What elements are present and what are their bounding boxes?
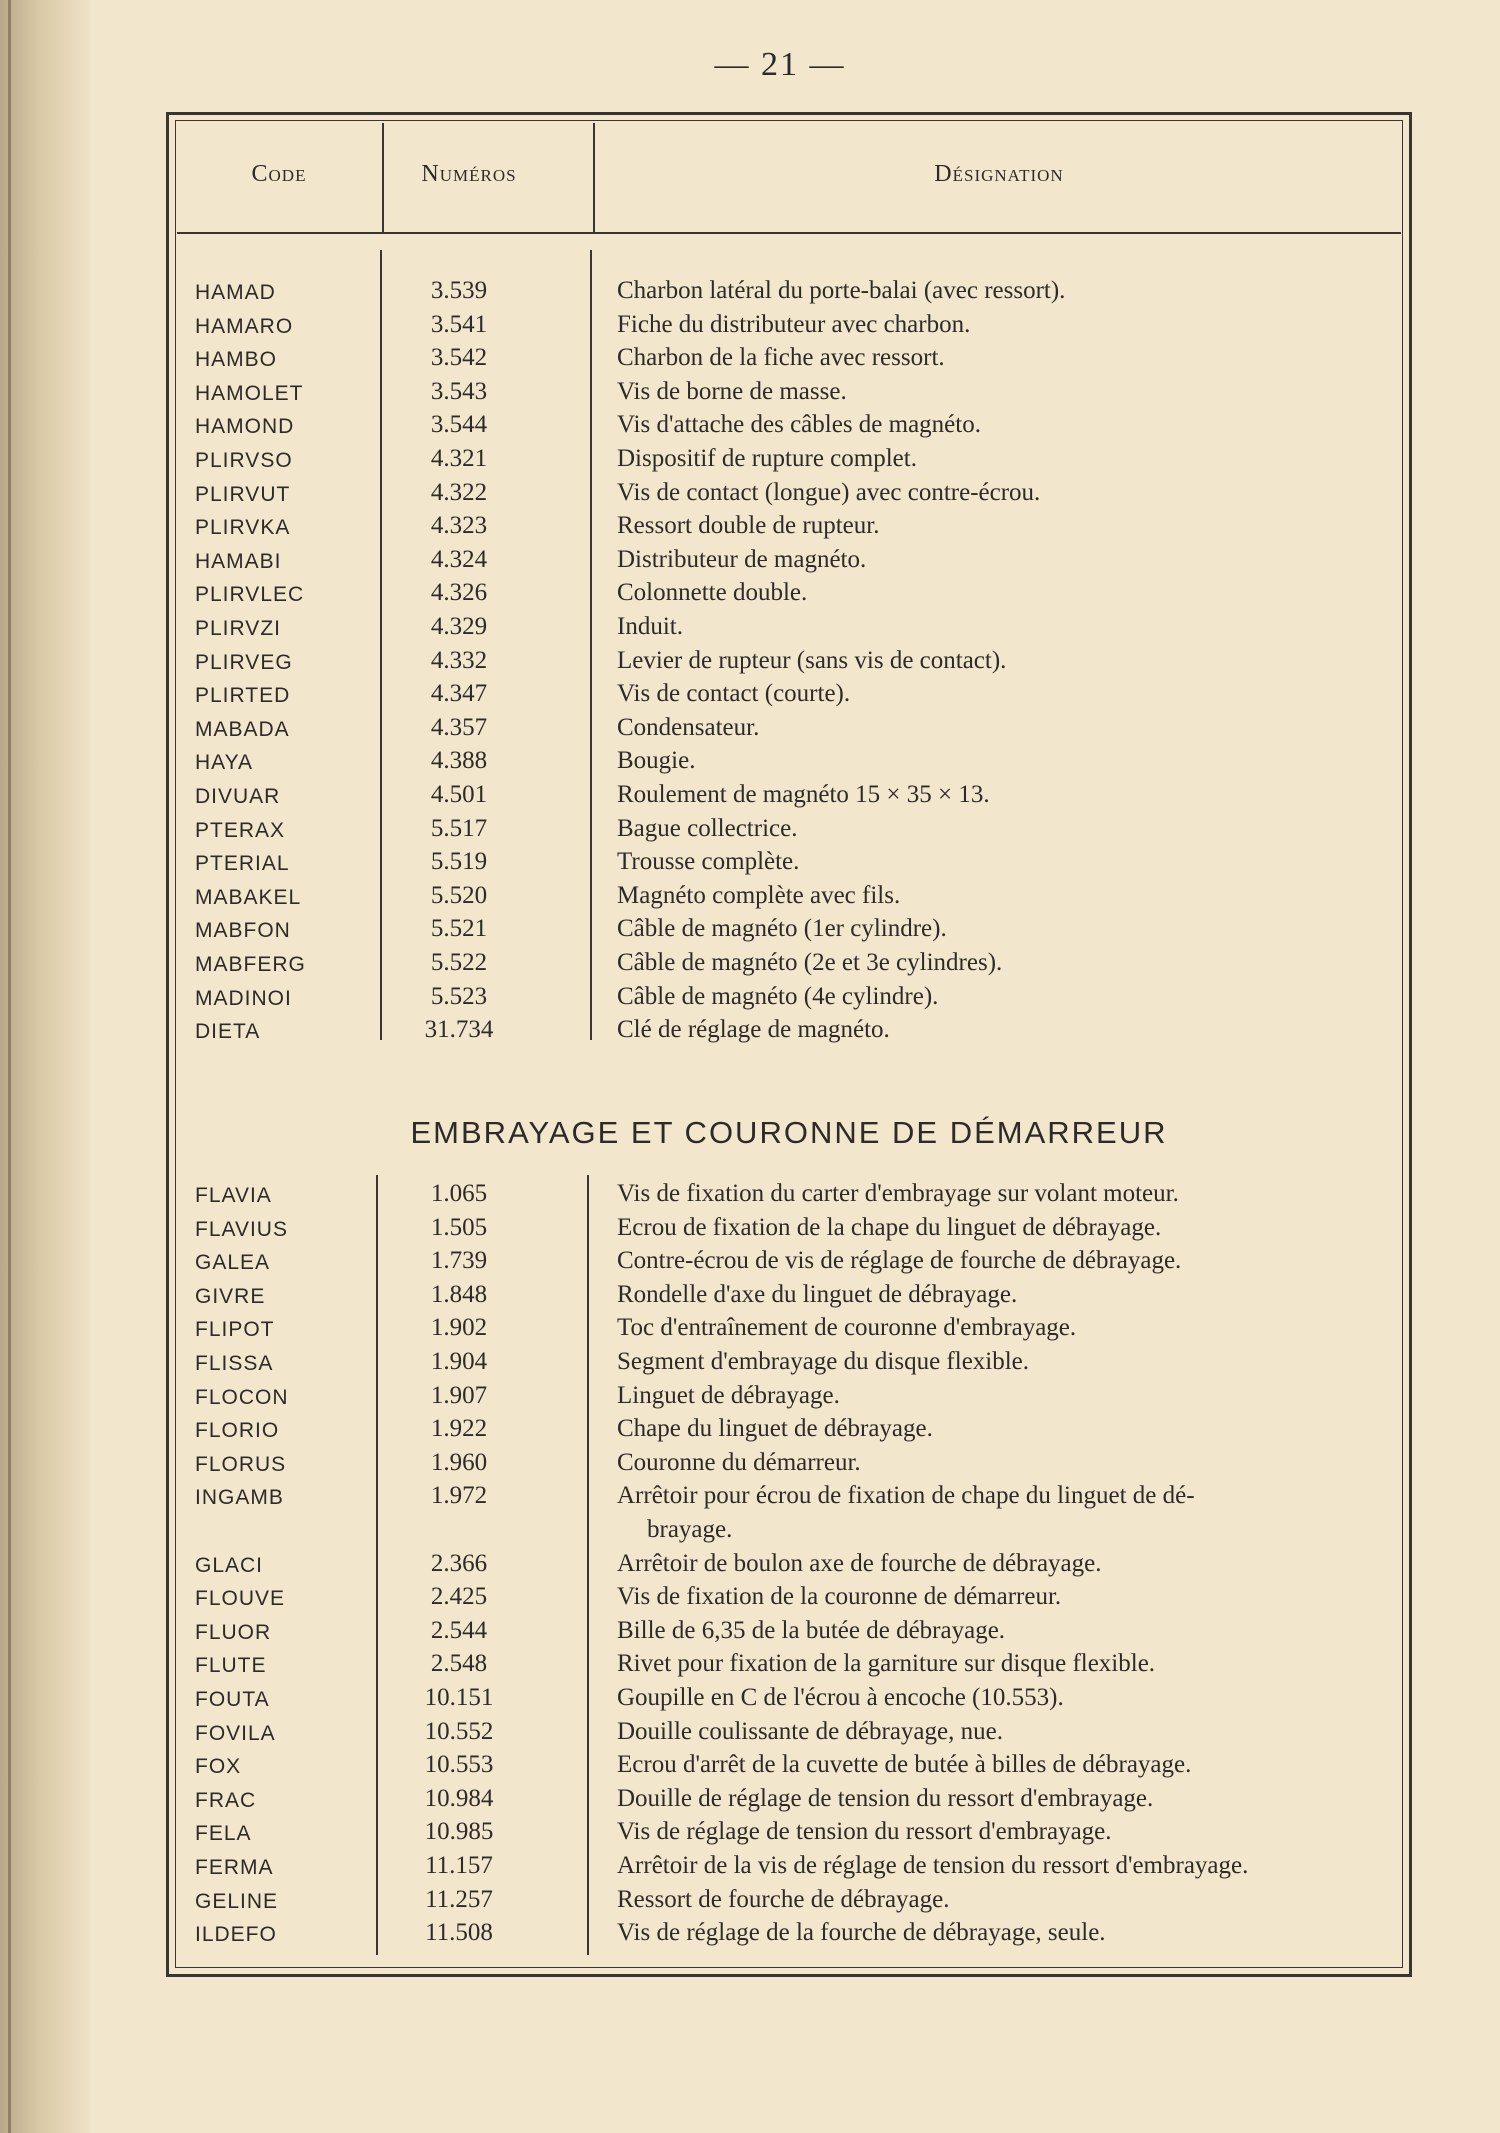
code-cell: MABFON [195, 919, 291, 943]
table-row [169, 544, 1409, 578]
code-cell: MABAKEL [195, 885, 302, 909]
table-row [169, 1716, 1409, 1750]
code-cell: FOX [195, 1755, 242, 1779]
code-cell: FERMA [195, 1856, 274, 1879]
number-cell: 1.922 [430, 1415, 488, 1443]
number-cell: 11.157 [425, 1852, 493, 1879]
table-row [169, 712, 1409, 746]
code-cell: FLOUVE [195, 1587, 286, 1611]
code-cell: PLIRVUT [195, 482, 291, 506]
code-cell: PLIRVSO [195, 449, 293, 472]
code-cell: FOVILA [195, 1721, 276, 1745]
table-row [169, 678, 1409, 712]
table-row [169, 477, 1409, 511]
number-cell: 4.323 [430, 512, 488, 540]
table-row [169, 1816, 1409, 1850]
designation-cell: Vis de réglage de tension du ressort d'embrayage. [617, 1818, 1112, 1846]
number-cell: 4.357 [430, 713, 488, 741]
table-row [169, 510, 1409, 544]
number-cell: 1.065 [430, 1180, 488, 1207]
designation-cell: Linguet de débrayage. [617, 1381, 840, 1409]
designation-cell: Douille de réglage de tension du ressort d'embrayage. [617, 1784, 1154, 1812]
code-cell: FLOCON [195, 1385, 289, 1409]
header-code: Code [251, 161, 307, 187]
code-cell: FLIPOT [195, 1318, 275, 1342]
number-cell: 4.326 [430, 579, 488, 607]
table-row [169, 1380, 1409, 1414]
header-divider [382, 123, 384, 233]
code-cell: GALEA [195, 1251, 271, 1275]
designation-cell: Levier de rupteur (sans vis de contact). [617, 646, 1007, 674]
code-cell: HAMAD [195, 281, 276, 304]
table-row [169, 1413, 1409, 1447]
designation-cell: Bougie. [617, 747, 696, 775]
page-number: — 21 — [714, 46, 846, 83]
code-cell: GLACI [195, 1553, 264, 1577]
number-cell: 1.902 [430, 1314, 488, 1342]
code-cell: FLAVIUS [195, 1217, 288, 1241]
designation-cell: Bille de 6,35 de la butée de débrayage. [617, 1616, 1006, 1644]
table-row [169, 1884, 1409, 1918]
designation-cell: Clé de réglage de magnéto. [617, 1016, 890, 1044]
designation-cell: Goupille en C de l'écrou à encoche (10.553). [617, 1684, 1064, 1711]
designation-cell: Couronne du démarreur. [617, 1448, 861, 1476]
table-row [169, 745, 1409, 779]
number-cell: 1.960 [430, 1448, 488, 1476]
code-cell: FRAC [195, 1788, 257, 1812]
table-row [169, 1312, 1409, 1346]
code-cell: MADINOI [195, 986, 292, 1010]
designation-cell: brayage. [647, 1516, 733, 1543]
table-row [169, 342, 1409, 376]
code-cell: PLIRVKA [195, 516, 291, 540]
number-cell: 5.517 [430, 814, 488, 842]
table-row-continuation [169, 1514, 1409, 1548]
number-cell: 3.541 [430, 310, 488, 338]
number-cell: 4.501 [430, 781, 488, 808]
designation-cell: Vis d'attache des câbles de magnéto. [617, 411, 981, 439]
designation-cell: Câble de magnéto (4e cylindre). [617, 982, 939, 1010]
number-cell: 10.552 [424, 1717, 494, 1745]
number-cell: 11.508 [425, 1919, 493, 1947]
table-row [169, 645, 1409, 679]
designation-cell: Vis de fixation de la couronne de démarreur. [617, 1583, 1062, 1611]
code-cell: GELINE [195, 1889, 279, 1913]
code-cell: PTERAX [195, 818, 286, 842]
code-cell: FLISSA [195, 1352, 274, 1375]
header-rule [177, 232, 1401, 234]
header-numbers: Numéros [421, 161, 517, 187]
number-cell: 3.539 [430, 277, 488, 304]
designation-cell: Distributeur de magnéto. [617, 545, 867, 573]
number-cell: 4.332 [430, 646, 488, 674]
code-cell: PLIRVEG [195, 650, 293, 674]
designation-cell: Câble de magnéto (2e et 3e cylindres). [617, 949, 1003, 976]
number-cell: 4.322 [430, 478, 488, 506]
designation-cell: Roulement de magnéto 15 × 35 × 13. [617, 781, 990, 808]
table-row [169, 1212, 1409, 1246]
table-row [169, 1682, 1409, 1716]
number-cell: 4.388 [430, 747, 488, 775]
table-row [169, 1245, 1409, 1279]
page-binding-edge [0, 0, 90, 2133]
code-cell: FELA [195, 1822, 252, 1846]
table-row [169, 1279, 1409, 1313]
designation-cell: Induit. [617, 613, 683, 640]
designation-cell: Condensateur. [617, 713, 760, 741]
code-cell: HAMARO [195, 314, 294, 338]
number-cell: 1.848 [430, 1280, 488, 1308]
number-cell: 2.366 [430, 1549, 488, 1577]
table-row [169, 1850, 1409, 1884]
table-row [169, 981, 1409, 1015]
table-row [169, 1783, 1409, 1817]
designation-cell: Charbon de la fiche avec ressort. [617, 344, 945, 372]
designation-cell: Arrêtoir de boulon axe de fourche de débrayage. [617, 1549, 1102, 1577]
table-row [169, 1548, 1409, 1582]
table-row [169, 813, 1409, 847]
number-cell: 3.544 [430, 411, 488, 439]
designation-cell: Charbon latéral du porte-balai (avec ressort). [617, 277, 1066, 304]
table-row [169, 1178, 1409, 1212]
designation-cell: Vis de contact (longue) avec contre-écrou. [617, 478, 1041, 506]
number-cell: 10.151 [424, 1684, 494, 1711]
code-cell: ILDEFO [195, 1923, 277, 1947]
table-row [169, 1480, 1409, 1514]
number-cell: 1.904 [430, 1348, 488, 1375]
code-cell: FOUTA [195, 1688, 270, 1711]
table-row [169, 611, 1409, 645]
table-row [169, 1749, 1409, 1783]
code-cell: HAMOLET [195, 381, 304, 405]
number-cell: 1.505 [430, 1213, 488, 1241]
number-cell: 5.520 [430, 881, 488, 909]
designation-cell: Segment d'embrayage du disque flexible. [617, 1348, 1030, 1375]
code-cell: HAMABI [195, 549, 282, 573]
designation-cell: Douille coulissante de débrayage, nue. [617, 1717, 1003, 1745]
designation-cell: Arrêtoir pour écrou de fixation de chape du linguet de dé- [617, 1482, 1195, 1510]
number-cell: 10.984 [424, 1784, 494, 1812]
code-cell: GIVRE [195, 1284, 266, 1308]
designation-cell: Rivet pour fixation de la garniture sur disque flexible. [617, 1650, 1156, 1678]
section-title: EMBRAYAGE ET COURONNE DE DÉMARREUR [410, 1115, 1168, 1150]
code-cell: DIETA [195, 1020, 261, 1044]
header-designation: Désignation [934, 161, 1064, 187]
number-cell: 5.522 [430, 949, 488, 976]
table-row [169, 1014, 1409, 1048]
table-row [169, 947, 1409, 981]
number-cell: 4.324 [430, 545, 488, 573]
table-row [169, 409, 1409, 443]
code-cell: FLUOR [195, 1620, 272, 1644]
designation-cell: Fiche du distributeur avec charbon. [617, 310, 971, 338]
table-row [169, 443, 1409, 477]
designation-cell: Rondelle d'axe du linguet de débrayage. [617, 1280, 1018, 1308]
code-cell: PLIRTED [195, 684, 291, 708]
code-cell: DIVUAR [195, 785, 281, 808]
table-row [169, 1917, 1409, 1951]
number-cell: 2.544 [430, 1616, 488, 1644]
code-cell: FLORIO [195, 1419, 280, 1443]
designation-cell: Ressort double de rupteur. [617, 512, 880, 540]
designation-cell: Magnéto complète avec fils. [617, 881, 901, 909]
designation-cell: Vis de contact (courte). [617, 680, 851, 708]
number-cell: 1.739 [430, 1247, 488, 1275]
table-row [169, 1447, 1409, 1481]
designation-cell: Trousse complète. [617, 848, 800, 876]
code-cell: FLORUS [195, 1452, 287, 1476]
designation-cell: Arrêtoir de la vis de réglage de tension du ressort d'embrayage. [617, 1852, 1249, 1879]
number-cell: 31.734 [424, 1016, 494, 1044]
number-cell: 11.257 [425, 1885, 493, 1913]
code-cell: MABADA [195, 717, 290, 741]
code-cell: MABFERG [195, 953, 306, 976]
code-cell: HAMOND [195, 415, 295, 439]
table-row [169, 846, 1409, 880]
designation-cell: Toc d'entraînement de couronne d'embrayage. [617, 1314, 1077, 1342]
designation-cell: Ecrou de fixation de la chape du linguet de débrayage. [617, 1213, 1162, 1241]
number-cell: 5.523 [430, 982, 488, 1010]
parts-table [166, 112, 1412, 1977]
designation-cell: Câble de magnéto (1er cylindre). [617, 915, 947, 943]
code-cell: FLAVIA [195, 1184, 272, 1207]
number-cell: 4.329 [430, 613, 488, 640]
code-cell: INGAMB [195, 1486, 284, 1510]
code-cell: PLIRVLEC [195, 583, 305, 607]
designation-cell: Bague collectrice. [617, 814, 798, 842]
table-row [169, 1581, 1409, 1615]
table-row [169, 1346, 1409, 1380]
number-cell: 5.519 [430, 848, 488, 876]
designation-cell: Ressort de fourche de débrayage. [617, 1885, 950, 1913]
code-cell: PLIRVZI [195, 617, 281, 640]
table-row [169, 779, 1409, 813]
number-cell: 10.553 [424, 1751, 494, 1779]
table-row [169, 309, 1409, 343]
code-cell: PTERIAL [195, 852, 290, 876]
designation-cell: Vis de borne de masse. [617, 377, 847, 405]
number-cell: 4.321 [430, 445, 488, 472]
table-row [169, 1615, 1409, 1649]
designation-cell: Colonnette double. [617, 579, 808, 607]
table-row [169, 577, 1409, 611]
table-row [169, 913, 1409, 947]
code-cell: HAYA [195, 751, 254, 775]
number-cell: 1.907 [430, 1381, 488, 1409]
number-cell: 2.425 [430, 1583, 488, 1611]
designation-cell: Contre-écrou de vis de réglage de fourche de débrayage. [617, 1247, 1182, 1275]
header-divider [593, 123, 595, 233]
table-row [169, 275, 1409, 309]
table-row [169, 1648, 1409, 1682]
number-cell: 4.347 [430, 680, 488, 708]
code-cell: HAMBO [195, 348, 278, 372]
designation-cell: Ecrou d'arrêt de la cuvette de butée à billes de débrayage. [617, 1751, 1192, 1779]
designation-cell: Chape du linguet de débrayage. [617, 1415, 933, 1443]
designation-cell: Vis de fixation du carter d'embrayage sur volant moteur. [617, 1180, 1179, 1207]
number-cell: 10.985 [424, 1818, 494, 1846]
designation-cell: Vis de réglage de la fourche de débrayage, seule. [617, 1919, 1106, 1947]
number-cell: 3.542 [430, 344, 488, 372]
table-row [169, 880, 1409, 914]
table-row [169, 376, 1409, 410]
code-cell: FLUTE [195, 1654, 267, 1678]
number-cell: 2.548 [430, 1650, 488, 1678]
number-cell: 1.972 [430, 1482, 488, 1510]
designation-cell: Dispositif de rupture complet. [617, 445, 917, 472]
number-cell: 3.543 [430, 377, 488, 405]
number-cell: 5.521 [430, 915, 488, 943]
